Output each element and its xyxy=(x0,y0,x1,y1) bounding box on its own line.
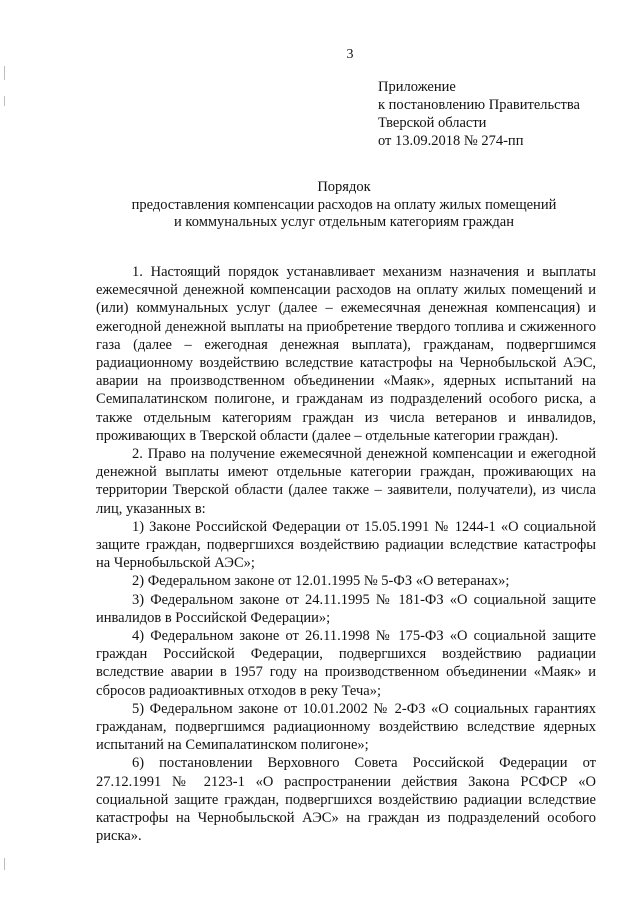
approval-line: Приложение xyxy=(378,79,456,95)
list-item: 4) Федеральном законе от 26.11.1998 № 175-ФЗ «О социальной защите граждан Российской Федерации, подвергшихся воздействию радиации вследствие аварии в 1957 году на производственном объединении «Маяк» и сбросов радиоактивных отходов в реку Теча»; xyxy=(96,628,596,699)
scan-artifact xyxy=(4,96,5,106)
title-line: Порядок xyxy=(317,179,371,195)
scan-artifact xyxy=(4,858,5,870)
scan-artifact xyxy=(4,66,5,80)
list-item: 3) Федеральном законе от 24.11.1995 № 181-ФЗ «О социальной защите инвалидов в Российской Федерации»; xyxy=(96,591,596,626)
paragraph: 2. Право на получение ежемесячной денежной компенсации и ежегодной денежной выплаты имеют отдельные категории граждан, проживающих на территории Тверской области (далее также – заявители, получатели), из числа лиц, указанных в: xyxy=(96,446,596,517)
document-title xyxy=(96,179,592,232)
list-item: 1) Законе Российской Федерации от 15.05.1991 № 1244-1 «О социальной защите граждан, подвергшихся воздействию радиации вследствие катастрофы на Чернобыльской АЭС»; xyxy=(96,518,596,572)
title-line: и коммунальных услуг отдельным категориям граждан xyxy=(174,214,514,230)
list-item: 6) постановлении Верховного Совета Российской Федерации от 27.12.1991 № 2123-1 «О распространении действия Закона РСФСР «О социальной защите граждан, подвергшихся воздействию радиации вследствие катастрофы на Чернобыльской АЭС» на граждан из подразделений особого риска». xyxy=(96,755,596,845)
approval-line: к постановлению Правительства xyxy=(378,97,580,113)
approval-line: Тверской области xyxy=(378,115,487,131)
title-line: предоставления компенсации расходов на оплату жилых помещений xyxy=(131,196,557,213)
approval-block xyxy=(378,78,580,150)
approval-line: от 13.09.2018 № 274-пп xyxy=(378,133,524,149)
list-item: 2) Федеральном законе от 12.01.1995 № 5-ФЗ «О ветеранах»; xyxy=(132,573,510,590)
paragraph: 1. Настоящий порядок устанавливает механизм назначения и выплаты ежемесячной денежной компенсации расходов на оплату жилых помещений и (или) коммунальных услуг (далее – ежемесячная денежная компенсация) и ежегодной денежной выплаты на приобретение твердого топлива и сжиженного газа (далее – ежегодная денежная выплата), гражданам, подвергшимся радиационному воздействию вследствие катастрофы на Чернобыльской АЭС, аварии на производственном объединении «Маяк», ядерных испытаний на Семипалатинском полигоне, и гражданам из подразделений особого риска, а также отдельным категориям граждан из числа ветеранов и инвалидов, проживающих в Тверской области (далее – отдельные категории граждан). xyxy=(96,264,596,444)
page-number: 3 xyxy=(346,47,354,62)
document-body xyxy=(96,263,596,846)
list-item: 5) Федеральном законе от 10.01.2002 № 2-ФЗ «О социальных гарантиях гражданам, подвергшимся радиационному воздействию вследствие ядерных испытаний на Семипалатинском полигоне»; xyxy=(96,700,596,754)
